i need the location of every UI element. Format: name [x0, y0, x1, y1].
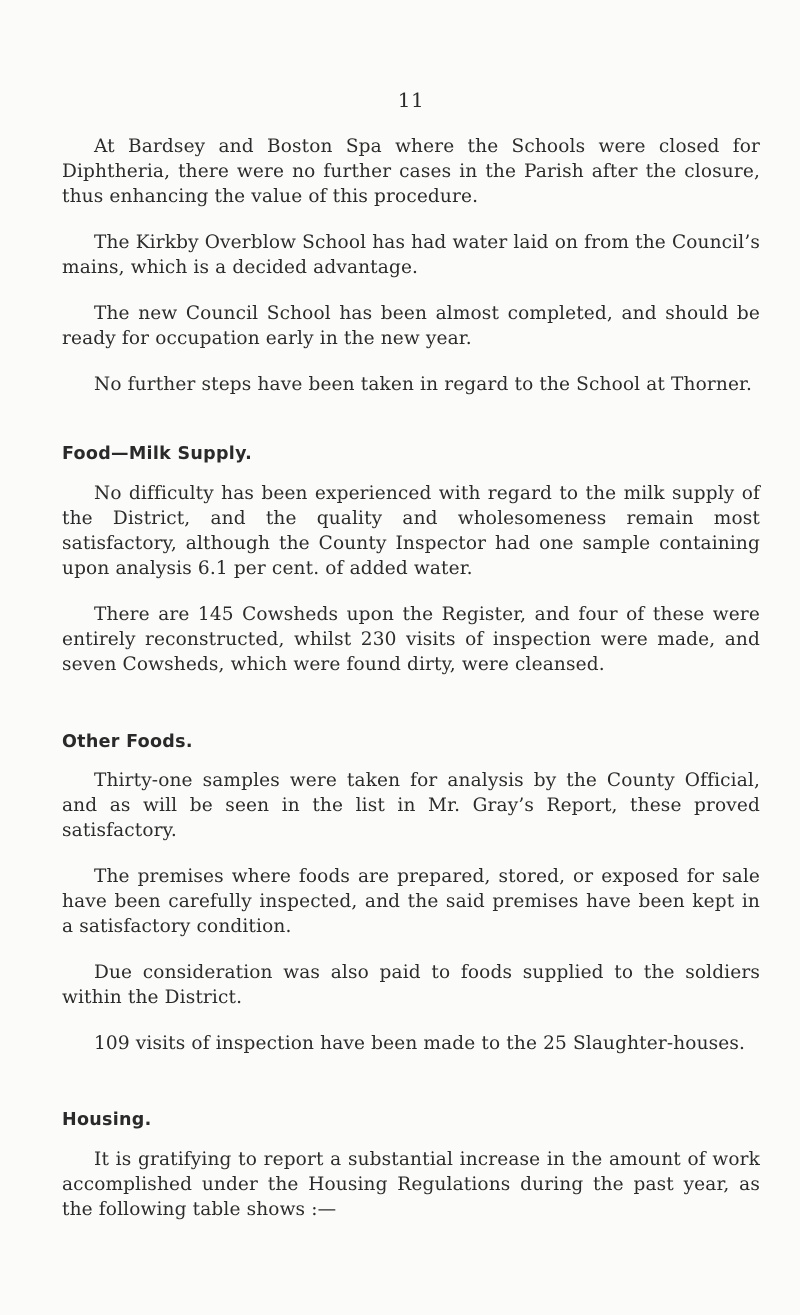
heading-other-foods: Other Foods. [62, 732, 193, 752]
paragraph-slaughter-houses: 109 visits of inspection have been made to the 25 Slaughter-houses. [94, 1033, 746, 1054]
paragraph-bardsey-schools: At Bardsey and Boston Spa where the Schools were closed for Diphtheria, there were no further cases in the Parish after the closure, thus enhancing the value of this procedure. [62, 136, 760, 207]
paragraph-soldiers: Due consideration was also paid to foods supplied to the soldiers within the District. [62, 962, 760, 1008]
heading-food-milk-supply: Food—Milk Supply. [62, 444, 253, 464]
page-number: 11 [397, 88, 425, 112]
paragraph-cowsheds: There are 145 Cowsheds upon the Register, and four of these were entirely reconstructed, whilst 230 visits of inspection were made, and seven Cowsheds, which were found dirty, were cleansed. [62, 604, 760, 675]
heading-housing: Housing. [62, 1110, 152, 1130]
document-page [62, 88, 760, 1222]
paragraph-new-council-school: The new Council School has been almost completed, and should be ready for occupation early in the new year. [62, 303, 760, 349]
paragraph-premises: The premises where foods are prepared, stored, or exposed for sale have been carefully inspected, and the said premises have been kept in a satisfactory condition. [62, 866, 760, 937]
paragraph-milk-supply: No difficulty has been experienced with regard to the milk supply of the District, and the quality and wholesomeness remain most satisfactory, although the County Inspector had one sample containing upon analysis 6.1 per cent. of added water. [62, 483, 760, 579]
paragraph-housing: It is gratifying to report a substantial increase in the amount of work accomplished under the Housing Regulations during the past year, as the following table shows :— [62, 1149, 760, 1220]
paragraph-kirkby-overblow-water: The Kirkby Overblow School has had water laid on from the Council’s mains, which is a decided advantage. [62, 232, 760, 278]
paragraph-thorner-school: No further steps have been taken in regard to the School at Thorner. [94, 374, 753, 395]
paragraph-samples: Thirty-one samples were taken for analysis by the County Official, and as will be seen in the list in Mr. Gray’s Report, these proved satisfactory. [62, 770, 760, 841]
